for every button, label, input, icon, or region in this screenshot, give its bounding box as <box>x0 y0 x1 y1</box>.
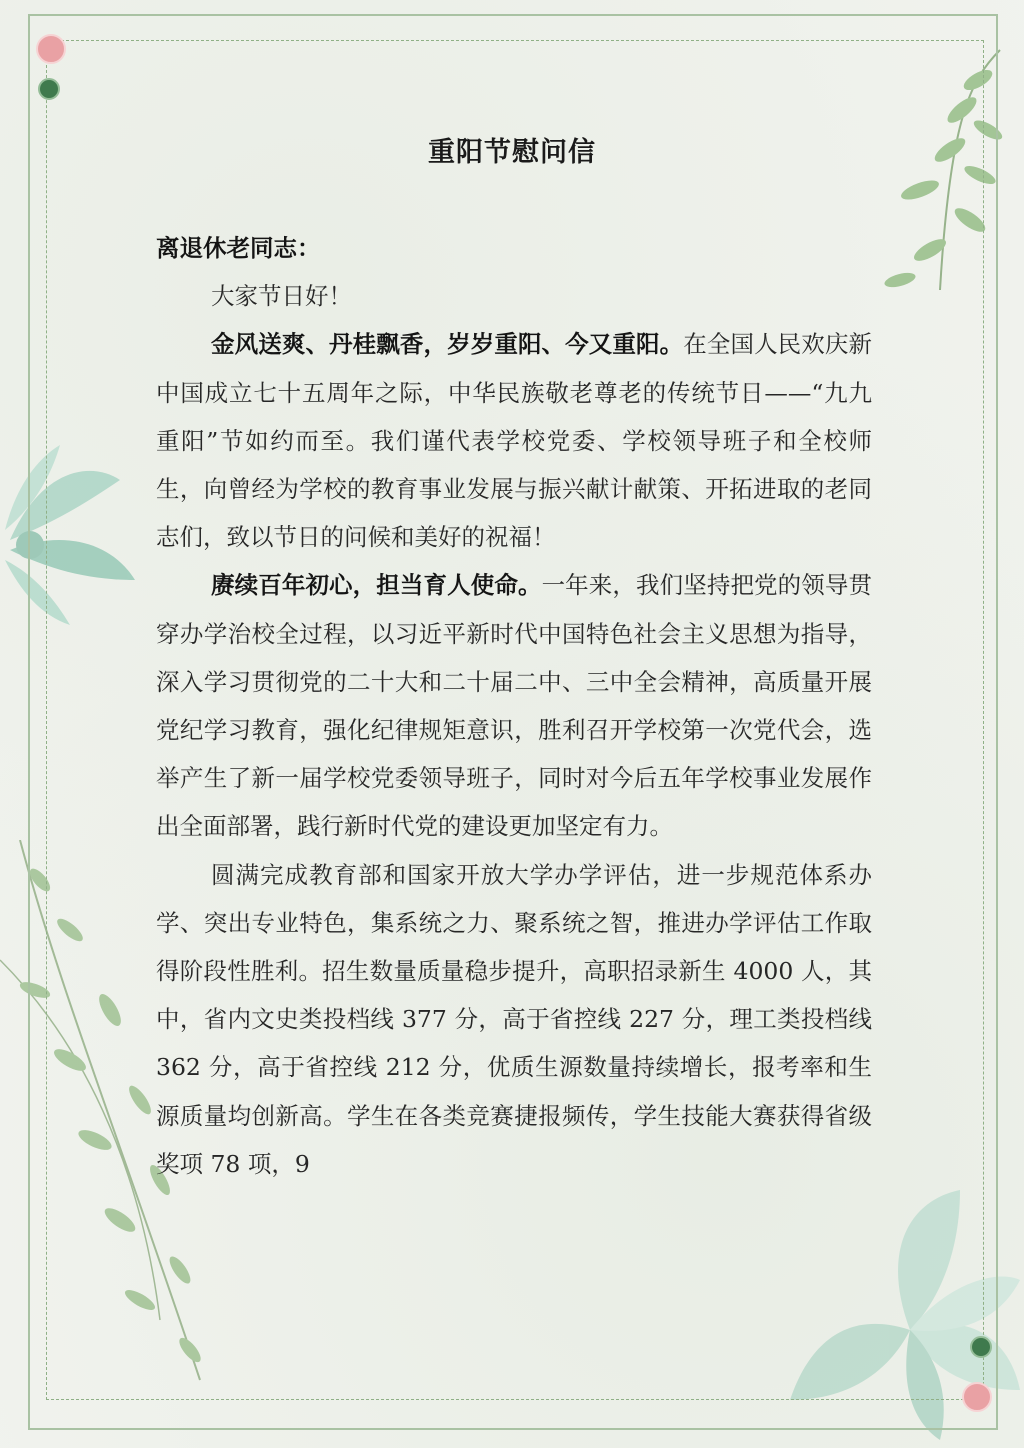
greeting: 大家节日好！ <box>211 282 352 311</box>
pink-dot-bottom-right <box>962 1382 992 1412</box>
paragraph-2-lead: 赓续百年初心，担当育人使命。 <box>211 571 542 600</box>
paragraph-3: 圆满完成教育部和国家开放大学办学评估，进一步规范体系办学、突出专业特色，集系统之力、聚系统之智，推进办学评估工作取得阶段性胜利。招生数量质量稳步提升，高职招录新生 4000 人，其中，省内文史类投档线 377 分，高于省控线 227 分，理工类投档线 362 分，高于省控线 212 分，优质生源数量持续增长，报考率和生源质量均创新高。学生在各类竞赛捷报频传，学生技能大赛获得省级奖项 78 项，9 <box>156 860 872 1178</box>
letter-title: 重阳节慰问信 <box>428 137 596 168</box>
green-dot-bottom-right <box>970 1336 992 1358</box>
paragraph-2 <box>156 561 872 850</box>
pink-dot-top-left <box>36 34 66 64</box>
letter-body <box>156 224 872 1188</box>
green-dot-top-left <box>38 78 60 100</box>
salutation: 离退休老同志： <box>156 234 321 262</box>
paragraph-1-body: 在全国人民欢庆新中国成立七十五周年之际，中华民族敬老尊老的传统节日——“九九重阳”节如约而至。我们谨代表学校党委、学校领导班子和全校师生，向曾经为学校的教育事业发展与振兴献计献策、开拓进取的老同志们，致以节日的问候和美好的祝福！ <box>156 330 873 552</box>
paragraph-2-body: 一年来，我们坚持把党的领导贯穿办学治校全过程，以习近平新时代中国特色社会主义思想为指导，深入学习贯彻党的二十大和二十届二中、三中全会精神，高质量开展党纪学习教育，强化纪律规矩意识，胜利召开学校第一次党代会，选举产生了新一届学校党委领导班子，同时对今后五年学校事业发展作出全面部署，践行新时代党的建设更加坚定有力。 <box>156 571 873 841</box>
paragraph-1-lead: 金风送爽、丹桂飘香，岁岁重阳、今又重阳。 <box>211 330 684 359</box>
paragraph-1 <box>156 320 872 561</box>
